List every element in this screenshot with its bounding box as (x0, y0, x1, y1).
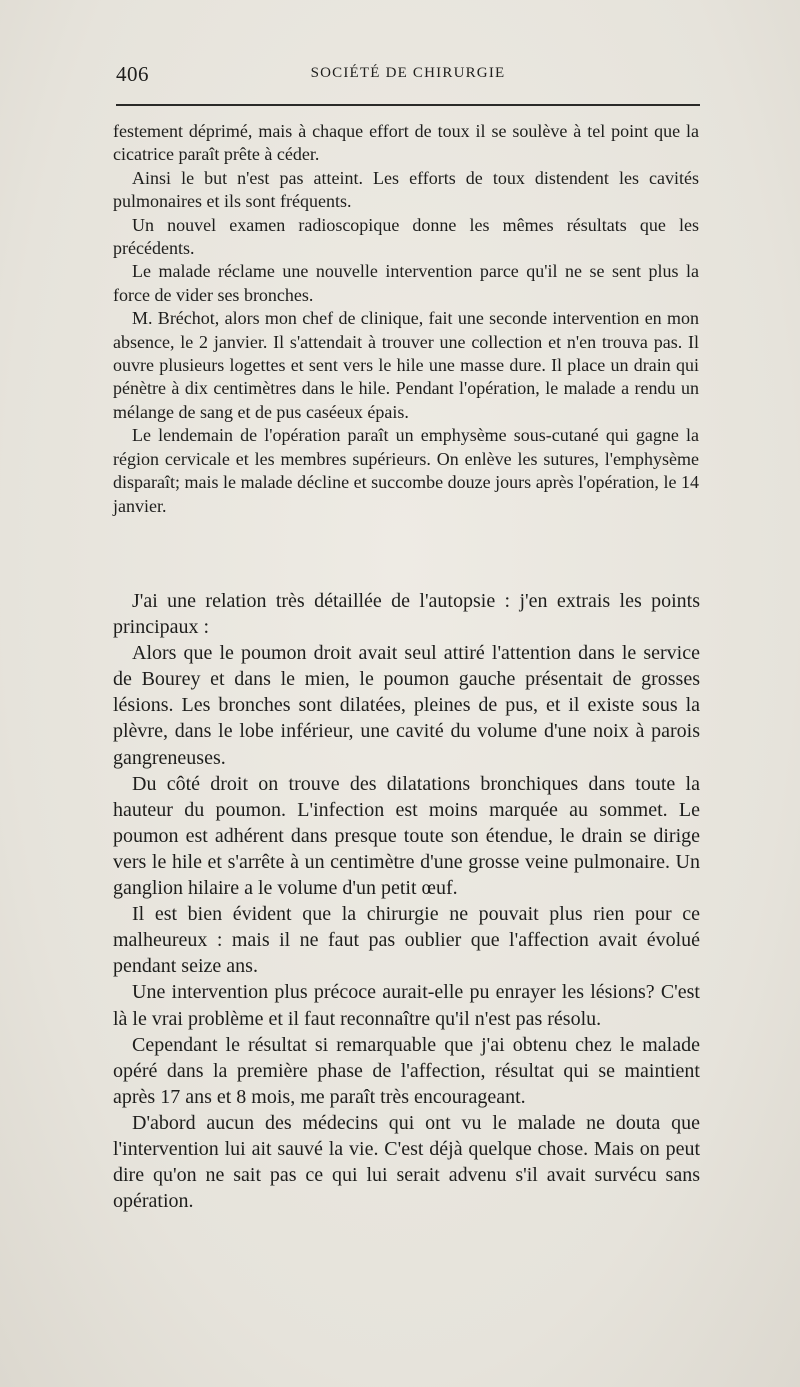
paragraph: Cependant le résultat si remarquable que j'ai obtenu chez le malade opéré dans la première phase de l'affection, résultat qui se maintient après 17 ans et 8 mois, me paraît très encourageant. (113, 1033, 700, 1108)
paragraph: Un nouvel examen radioscopique donne les mêmes résultats que les précédents. (113, 214, 699, 259)
header-rule (116, 104, 700, 106)
paragraph: M. Bréchot, alors mon chef de clinique, fait une seconde intervention en mon absence, le 2 janvier. Il s'attendait à trouver une collection et n'en trouva pas. Il ouvre plusieurs logettes et sent vers le hile une masse dure. Il place un drain qui pénètre à dix centimètres dans le hile. Pendant l'opération, le malade a rendu un mélange de sang et de pus caséeux épais. (113, 308, 699, 422)
text-block-case-continuation (113, 120, 699, 518)
running-title: SOCIÉTÉ DE CHIRURGIE (310, 65, 506, 81)
paragraph: Du côté droit on trouve des dilatations bronchiques dans toute la hauteur du poumon. L'infection est moins marquée au sommet. Le poumon est adhérent dans presque toute son étendue, le drain se dirige vers le hile et s'arrête à un centimètre d'une grosse veine pulmonaire. Un ganglion hilaire a le volume d'un petit œuf. (113, 772, 700, 900)
paragraph: Ainsi le but n'est pas atteint. Les efforts de toux distendent les cavités pulmonaires et ils sont fréquents. (113, 167, 699, 212)
paragraph: Alors que le poumon droit avait seul attiré l'attention dans le service de Bourey et dans le mien, le poumon gauche présentait de grosses lésions. Les bronches sont dilatées, pleines de pus, et il existe sous la plèvre, dans le lobe inférieur, une cavité du volume d'une noix à parois gangreneuses. (113, 642, 700, 769)
paragraph: Une intervention plus précoce aurait-elle pu enrayer les lésions? C'est là le vrai problème et il faut reconnaître qu'il n'est pas résolu. (113, 981, 700, 1030)
paragraph: Il est bien évident que la chirurgie ne pouvait plus rien pour ce malheureux : mais il ne faut pas oublier que l'affection avait évolué pendant seize ans. (113, 903, 700, 978)
page-header (116, 62, 700, 90)
paragraph: Le lendemain de l'opération paraît un emphysème sous-cutané qui gagne la région cervicale et les membres supérieurs. On enlève les sutures, l'emphysème disparaît; mais le malade décline et succombe douze jours après l'opération, le 14 janvier. (113, 425, 699, 516)
paragraph: D'abord aucun des médecins qui ont vu le malade ne douta que l'intervention lui ait sauvé la vie. C'est déjà quelque chose. Mais on peut dire qu'on ne sait pas ce qui lui serait advenu s'il avait survécu sans opération. (113, 1111, 700, 1213)
paragraph: festement déprimé, mais à chaque effort de toux il se soulève à tel point que la cicatrice paraît prête à céder. (113, 121, 699, 165)
page-number: 406 (116, 62, 149, 86)
text-block-autopsy (113, 588, 700, 1214)
paragraph: J'ai une relation très détaillée de l'autopsie : j'en extrais les points principaux : (113, 590, 700, 639)
paragraph: Le malade réclame une nouvelle intervention parce qu'il ne se sent plus la force de vider ses bronches. (113, 261, 699, 305)
